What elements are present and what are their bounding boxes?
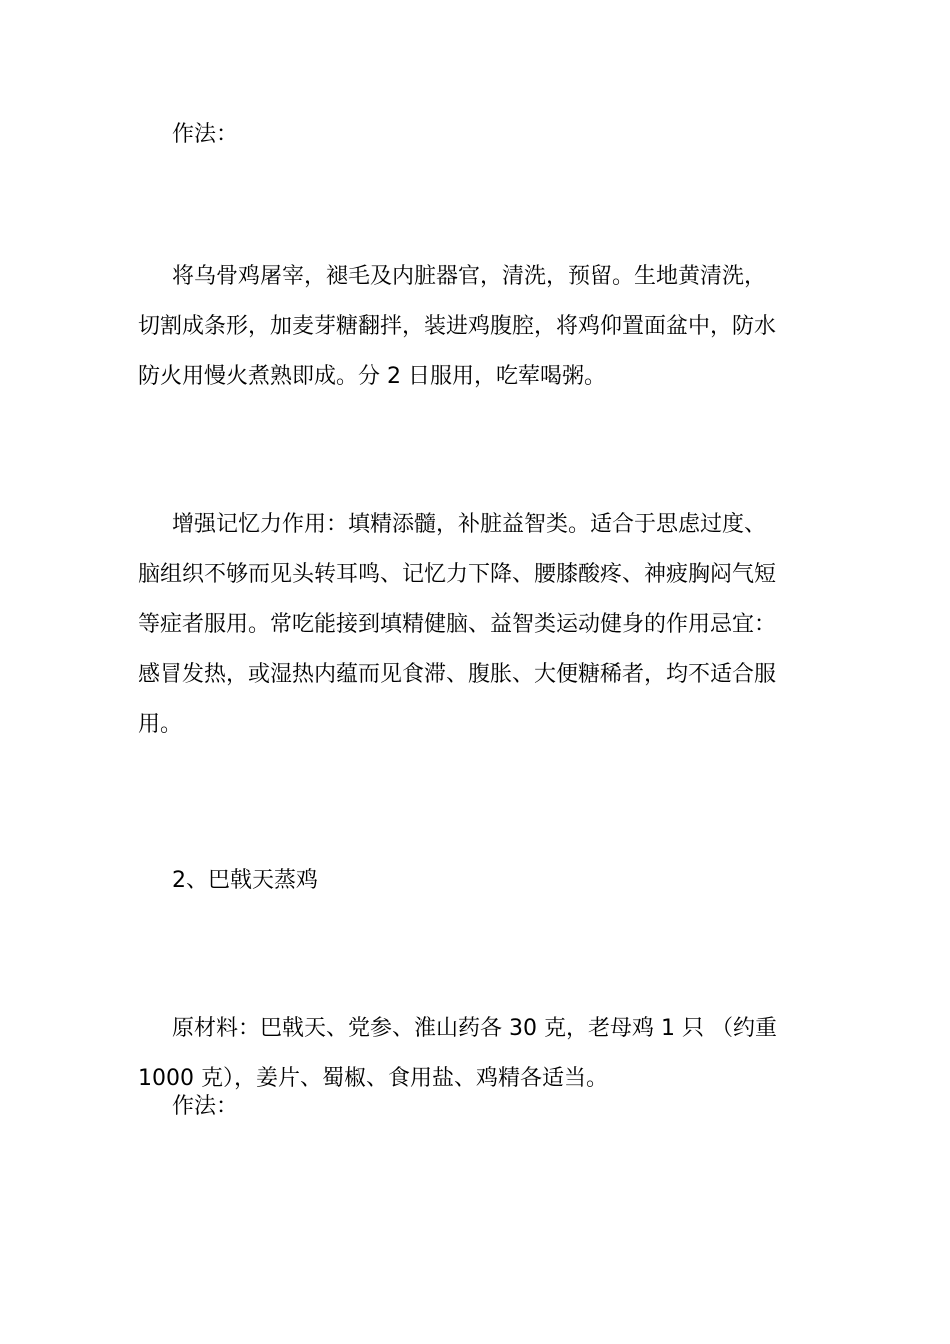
method-paragraph-1 — [138, 252, 828, 402]
method-heading-1 — [138, 110, 828, 160]
paragraph-line: 用。 — [138, 712, 183, 737]
paragraph-line: 等症者服用。常吃能接到填精健脑、益智类运动健身的作用忌宜： — [138, 612, 777, 637]
paragraph-line: 感冒发热，或湿热内蕴而见食滞、腹胀、大便糖稀者，均不适合服 — [138, 662, 777, 687]
paragraph-line: 切割成条形，加麦芽糖翻拌，装进鸡腹腔，将鸡仰置面盆中，防水 — [138, 314, 777, 339]
paragraph-line: 防火用慢火煮熟即成。分 2 日服用，吃荤喝粥。 — [138, 364, 606, 389]
paragraph-line: 脑组织不够而见头转耳鸣、记忆力下降、腰膝酸疼、神疲胸闷气短 — [138, 562, 777, 587]
paragraph-line: 1000 克），姜片、蜀椒、食用盐、鸡精各适当。 — [138, 1066, 608, 1091]
section-title: 2、巴戟天蒸鸡 — [172, 868, 318, 893]
heading-text: 作法： — [172, 1094, 239, 1119]
recipe-2-title — [138, 856, 828, 906]
method-heading-2 — [138, 1082, 828, 1132]
paragraph-line: 将乌骨鸡屠宰，褪毛及内脏器官，清洗，预留。生地黄清洗， — [172, 264, 767, 289]
paragraph-line: 原材料：巴戟天、党参、淮山药各 30 克，老母鸡 1 只 （约重 — [172, 1016, 777, 1041]
paragraph-line: 增强记忆力作用：填精添髓，补脏益智类。适合于思虑过度、 — [172, 512, 767, 537]
benefits-paragraph — [138, 500, 828, 750]
heading-text: 作法： — [172, 122, 239, 147]
